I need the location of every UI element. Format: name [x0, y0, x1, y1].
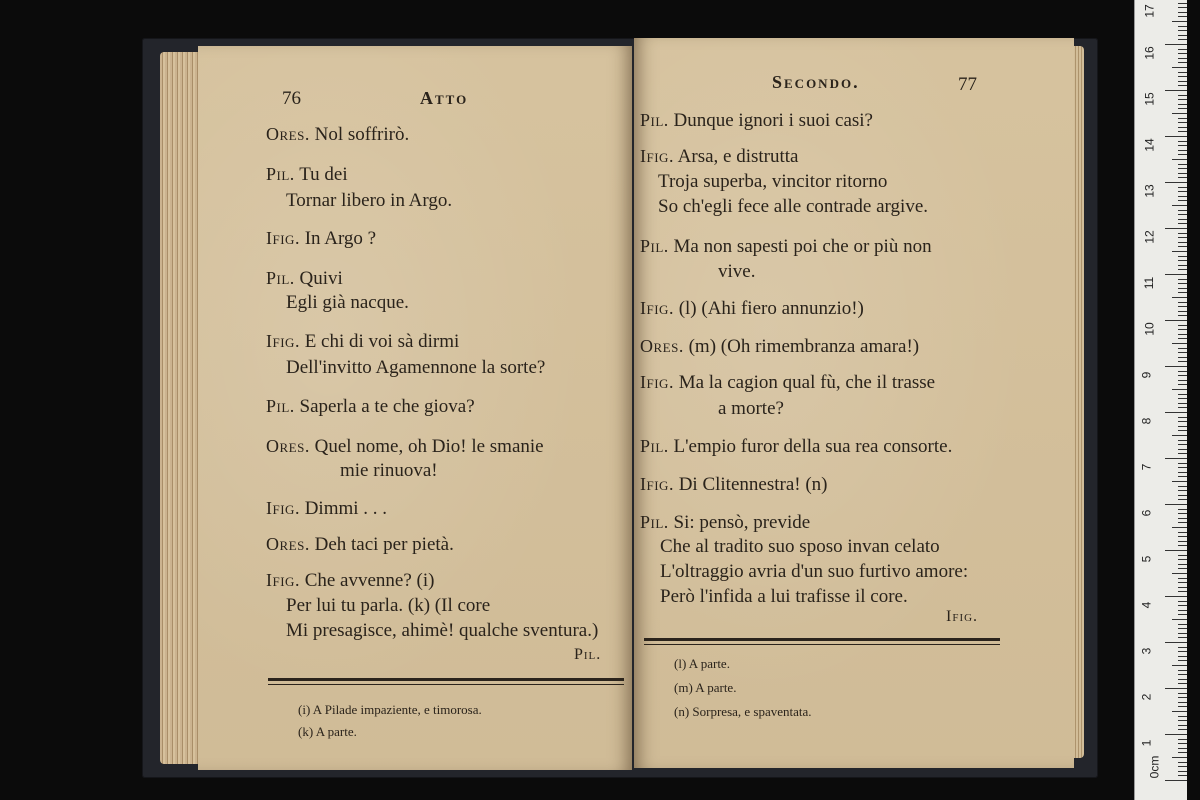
ruler-label: 11: [1142, 276, 1157, 290]
ruler-tick: [1178, 150, 1187, 151]
ruler-label: 4: [1139, 601, 1154, 609]
ruler-tick: [1178, 260, 1187, 261]
ruler-tick: [1178, 499, 1187, 500]
ruler-tick: [1178, 518, 1187, 519]
ruler-tick: [1178, 651, 1187, 652]
ruler-tick: [1178, 587, 1187, 588]
dialogue-line: [640, 146, 798, 168]
ruler-tick: [1178, 394, 1187, 395]
ruler-tick: [1178, 338, 1187, 339]
dialogue-line: [286, 357, 545, 379]
ruler-tick: [1178, 16, 1187, 17]
ruler-tick: [1178, 509, 1187, 510]
ruler-label: 12: [1142, 230, 1157, 244]
ruler-tick: [1178, 210, 1187, 211]
ruler-label: 8: [1139, 417, 1154, 425]
ruler-tick: [1178, 633, 1187, 634]
ruler-label: 15: [1142, 92, 1157, 106]
ruler-tick: [1178, 30, 1187, 31]
speaker: Ifig.: [640, 474, 674, 494]
footnote: (n) Sorpresa, e spaventata.: [674, 704, 812, 719]
ruler-tick: [1165, 504, 1187, 505]
line-text: Dunque ignori i suoi casi?: [673, 110, 873, 131]
ruler-tick: [1172, 619, 1187, 620]
ruler-tick: [1172, 665, 1187, 666]
line-text: Che al tradito suo sposo invan celato: [660, 536, 940, 557]
ruler-label: 2: [1139, 693, 1154, 701]
ruler-tick: [1178, 601, 1187, 602]
ruler-tick: [1178, 99, 1187, 100]
ruler-tick: [1178, 591, 1187, 592]
ruler-tick: [1178, 72, 1187, 73]
line-text: Quel nome, oh Dio! le smanie: [314, 436, 544, 457]
ruler-tick: [1178, 168, 1187, 169]
ruler-tick: [1178, 522, 1187, 523]
speaker: Ores.: [266, 534, 310, 554]
ruler-tick: [1178, 214, 1187, 215]
ruler-tick: [1165, 366, 1187, 367]
line-text: Quivi: [299, 268, 343, 289]
ruler-tick: [1178, 610, 1187, 611]
ruler-tick: [1178, 430, 1187, 431]
line-text: vive.: [718, 261, 756, 282]
ruler-tick: [1178, 288, 1187, 289]
ruler-tick: [1178, 706, 1187, 707]
ruler-tick: [1178, 467, 1187, 468]
ruler-tick: [1178, 145, 1187, 146]
ruler-tick: [1178, 702, 1187, 703]
speaker: Ifig.: [266, 570, 300, 590]
ruler-tick: [1165, 136, 1187, 137]
ruler-tick: [1178, 53, 1187, 54]
ruler-tick: [1178, 614, 1187, 615]
catchword: Ifig.: [946, 608, 979, 625]
footnote: (l) A parte.: [674, 656, 730, 671]
ruler-tick: [1178, 564, 1187, 565]
ruler-tick: [1178, 421, 1187, 422]
ruler-tick: [1178, 513, 1187, 514]
ruler-tick: [1178, 348, 1187, 349]
ruler-tick: [1178, 26, 1187, 27]
speaker: Pil.: [266, 396, 295, 416]
line-text: Per lui tu parla. (k) (Il core: [286, 595, 491, 616]
ruler-tick: [1178, 85, 1187, 86]
line-text: Saperla a te che giova?: [299, 396, 475, 417]
ruler-tick: [1178, 357, 1187, 358]
ruler-tick: [1178, 660, 1187, 661]
dialogue-line: [340, 460, 438, 482]
ruler-tick: [1178, 449, 1187, 450]
dialogue-line: [640, 372, 935, 394]
ruler-tick: [1178, 426, 1187, 427]
speaker: Pil.: [640, 436, 669, 456]
ruler-tick: [1178, 624, 1187, 625]
speaker: Ores.: [266, 124, 310, 144]
line-text: Egli già nacque.: [286, 292, 409, 313]
ruler-tick: [1165, 182, 1187, 183]
ruler-tick: [1178, 440, 1187, 441]
ruler-tick: [1178, 444, 1187, 445]
dialogue-line: [266, 498, 387, 520]
ruler-tick: [1165, 320, 1187, 321]
dialogue-line: [286, 292, 409, 314]
page-number: 76: [282, 88, 301, 109]
dialogue-line: [640, 236, 932, 258]
ruler-tick: [1178, 200, 1187, 201]
speaker: Ifig.: [640, 372, 674, 392]
line-text: Dimmi . . .: [304, 498, 388, 519]
ruler-tick: [1178, 242, 1187, 243]
ruler-tick: [1165, 458, 1187, 459]
ruler-label: 3: [1139, 647, 1154, 655]
dialogue-line: [286, 595, 490, 617]
ruler-tick: [1178, 3, 1187, 4]
ruler-tick: [1165, 228, 1187, 229]
ruler-tick: [1172, 297, 1187, 298]
footnote-rule-thin: [644, 644, 1000, 645]
measuring-ruler: [1134, 0, 1187, 800]
ruler-tick: [1178, 283, 1187, 284]
ruler-tick: [1178, 311, 1187, 312]
ruler-tick: [1178, 49, 1187, 50]
ruler-tick: [1172, 159, 1187, 160]
line-text: Di Clitennestra! (n): [678, 474, 828, 495]
line-text: Mi presagisce, ahimè! qualche sventura.): [286, 620, 599, 641]
line-text: Arsa, e distrutta: [677, 146, 799, 167]
ruler-tick: [1165, 550, 1187, 551]
ruler-tick: [1178, 7, 1187, 8]
speaker: Pil.: [640, 110, 669, 130]
line-text: Che avvenne? (i): [304, 570, 435, 591]
ruler-label: 6: [1139, 509, 1154, 517]
ruler-tick: [1178, 302, 1187, 303]
dialogue-line: [266, 164, 348, 186]
speaker: Ifig.: [266, 498, 300, 518]
speaker: Pil.: [640, 236, 669, 256]
ruler-tick: [1178, 568, 1187, 569]
ruler-tick: [1172, 67, 1187, 68]
ruler-tick: [1178, 463, 1187, 464]
dialogue-line: [286, 620, 598, 642]
ruler-tick: [1172, 711, 1187, 712]
ruler-tick: [1178, 541, 1187, 542]
ruler-tick: [1165, 274, 1187, 275]
ruler-tick: [1178, 697, 1187, 698]
dialogue-line: [266, 570, 434, 592]
ruler-tick: [1178, 683, 1187, 684]
ruler-tick: [1178, 398, 1187, 399]
ruler-tick: [1178, 81, 1187, 82]
ruler-tick: [1165, 734, 1187, 735]
ruler-tick: [1178, 679, 1187, 680]
ruler-tick: [1178, 196, 1187, 197]
ruler-tick: [1178, 371, 1187, 372]
footnote: (i) A Pilade impaziente, e timorosa.: [298, 702, 482, 717]
ruler-tick: [1178, 578, 1187, 579]
left-page: [198, 46, 632, 770]
line-text: Nol soffrirò.: [314, 124, 410, 145]
ruler-tick: [1178, 656, 1187, 657]
ruler-tick: [1178, 752, 1187, 753]
line-text: mie rinuova!: [340, 460, 438, 481]
ruler-tick: [1178, 223, 1187, 224]
ruler-label: 7: [1139, 463, 1154, 471]
line-text: Ma la cagion qual fù, che il trasse: [678, 372, 936, 393]
ruler-tick: [1178, 417, 1187, 418]
ruler-label: 16: [1142, 46, 1157, 60]
ruler-tick: [1178, 403, 1187, 404]
catchword: Pil.: [574, 646, 602, 663]
ruler-tick: [1178, 187, 1187, 188]
dialogue-line: [640, 336, 919, 358]
line-text: Deh taci per pietà.: [314, 534, 454, 555]
dialogue-line: [640, 110, 873, 132]
ruler-tick: [1178, 716, 1187, 717]
ruler-tick: [1178, 122, 1187, 123]
footnote-rule: [268, 678, 624, 681]
footnote-rule-thin: [268, 684, 624, 685]
speaker: Ores.: [640, 336, 684, 356]
ruler-tick: [1172, 205, 1187, 206]
ruler-label: 1: [1139, 739, 1154, 747]
ruler-tick: [1178, 154, 1187, 155]
speaker: Ifig.: [266, 331, 300, 351]
ruler-tick: [1178, 118, 1187, 119]
ruler-tick: [1178, 108, 1187, 109]
dialogue-line: [640, 512, 810, 534]
line-text: Tu dei: [299, 164, 348, 185]
dialogue-line: [640, 436, 952, 458]
page-number: 77: [958, 74, 977, 95]
ruler-tick: [1178, 670, 1187, 671]
line-text: Però l'infida a lui trafisse il core.: [660, 586, 908, 607]
ruler-tick: [1178, 141, 1187, 142]
ruler-tick: [1178, 237, 1187, 238]
speaker: Pil.: [266, 164, 295, 184]
dialogue-line: [266, 331, 459, 353]
ruler-tick: [1178, 739, 1187, 740]
dialogue-line: [266, 268, 343, 290]
ruler-tick: [1178, 775, 1187, 776]
ruler-tick: [1178, 486, 1187, 487]
ruler-tick: [1178, 39, 1187, 40]
dialogue-line: [266, 436, 544, 458]
line-text: Si: pensò, previde: [673, 512, 811, 533]
ruler-tick: [1165, 688, 1187, 689]
ruler-tick: [1178, 246, 1187, 247]
ruler-tick: [1178, 748, 1187, 749]
ruler-tick: [1178, 495, 1187, 496]
ruler-tick: [1172, 389, 1187, 390]
ruler-tick: [1178, 453, 1187, 454]
dialogue-line: [660, 536, 940, 558]
ruler-label: 14: [1142, 138, 1157, 152]
dialogue-line: [718, 398, 784, 420]
line-text: Ma non sapesti poi che or più non: [673, 236, 932, 257]
line-text: In Argo ?: [304, 228, 377, 249]
line-text: L'empio furor della sua rea consorte.: [673, 436, 953, 457]
ruler-tick: [1178, 269, 1187, 270]
dialogue-line: [286, 190, 452, 212]
line-text: Troja superba, vincitor ritorno: [658, 171, 888, 192]
line-text: So ch'egli fece alle contrade argive.: [658, 196, 928, 217]
ruler-tick: [1178, 233, 1187, 234]
ruler-tick: [1178, 476, 1187, 477]
speaker: Ifig.: [266, 228, 300, 248]
ruler-tick: [1178, 219, 1187, 220]
speaker: Ores.: [266, 436, 310, 456]
ruler-tick: [1172, 343, 1187, 344]
ruler-tick: [1178, 729, 1187, 730]
ruler-tick: [1178, 725, 1187, 726]
ruler-tick: [1178, 191, 1187, 192]
ruler-tick: [1178, 472, 1187, 473]
ruler-tick: [1178, 164, 1187, 165]
ruler-tick: [1178, 352, 1187, 353]
ruler-tick: [1178, 555, 1187, 556]
dialogue-line: [658, 171, 887, 193]
running-head: Secondo.: [772, 72, 860, 92]
ruler-tick: [1178, 545, 1187, 546]
ruler-tick: [1178, 536, 1187, 537]
ruler-tick: [1178, 306, 1187, 307]
ruler-tick: [1178, 329, 1187, 330]
ruler-label: 10: [1142, 322, 1157, 336]
ruler-tick: [1178, 407, 1187, 408]
ruler-tick: [1178, 292, 1187, 293]
ruler-tick: [1178, 76, 1187, 77]
ruler-tick: [1178, 766, 1187, 767]
ruler-tick: [1165, 44, 1187, 45]
ruler-tick: [1165, 780, 1187, 781]
line-text: a morte?: [718, 398, 784, 419]
line-text: (l) (Ahi fiero annunzio!): [678, 298, 864, 319]
ruler-tick: [1178, 35, 1187, 36]
ruler-tick: [1178, 490, 1187, 491]
ruler-tick: [1165, 642, 1187, 643]
ruler-tick: [1178, 674, 1187, 675]
dialogue-line: [660, 561, 968, 583]
ruler-tick: [1172, 113, 1187, 114]
dialogue-line: [266, 534, 454, 556]
ruler-tick: [1178, 693, 1187, 694]
ruler-tick: [1178, 605, 1187, 606]
dialogue-line: [718, 261, 755, 283]
ruler-tick: [1172, 757, 1187, 758]
ruler-tick: [1172, 435, 1187, 436]
ruler-tick: [1172, 481, 1187, 482]
ruler-tick: [1172, 251, 1187, 252]
speaker: Pil.: [640, 512, 669, 532]
ruler-tick: [1178, 628, 1187, 629]
dialogue-line: [266, 396, 475, 418]
ruler-tick: [1178, 375, 1187, 376]
ruler-tick: [1178, 325, 1187, 326]
ruler-tick: [1178, 559, 1187, 560]
ruler-tick: [1178, 12, 1187, 13]
line-text: L'oltraggio avria d'un suo furtivo amore:: [660, 561, 969, 582]
ruler-tick: [1165, 90, 1187, 91]
ruler-tick: [1172, 527, 1187, 528]
ruler-tick: [1178, 279, 1187, 280]
ruler-tick: [1165, 596, 1187, 597]
speaker: Ifig.: [640, 298, 674, 318]
ruler-label: 17: [1142, 4, 1157, 18]
footnote: (k) A parte.: [298, 724, 357, 739]
ruler-tick: [1178, 58, 1187, 59]
ruler-tick: [1178, 104, 1187, 105]
ruler-tick: [1178, 334, 1187, 335]
ruler-tick: [1178, 315, 1187, 316]
ruler-tick: [1178, 127, 1187, 128]
line-text: E chi di voi sà dirmi: [304, 331, 460, 352]
ruler-tick: [1178, 720, 1187, 721]
ruler-tick: [1178, 131, 1187, 132]
ruler-tick: [1178, 743, 1187, 744]
ruler-tick: [1165, 412, 1187, 413]
line-text: Dell'invitto Agamennone la sorte?: [286, 357, 546, 378]
footnote: (m) A parte.: [674, 680, 737, 695]
dialogue-line: [660, 586, 908, 608]
ruler-label: 9: [1139, 371, 1154, 379]
ruler-tick: [1178, 177, 1187, 178]
dialogue-line: [266, 124, 409, 146]
ruler-tick: [1178, 173, 1187, 174]
ruler-tick: [1178, 384, 1187, 385]
dialogue-line: [658, 196, 928, 218]
ruler-tick: [1178, 62, 1187, 63]
ruler-tick: [1172, 21, 1187, 22]
dialogue-line: [266, 228, 376, 250]
ruler-tick: [1178, 361, 1187, 362]
ruler-tick: [1178, 256, 1187, 257]
running-head: Atto: [420, 88, 469, 108]
ruler-tick: [1178, 582, 1187, 583]
ruler-tick: [1178, 265, 1187, 266]
speaker: Ifig.: [640, 146, 674, 166]
ruler-label: 0cm: [1147, 755, 1162, 779]
dialogue-line: [640, 474, 828, 496]
speaker: Pil.: [266, 268, 295, 288]
dialogue-line: [640, 298, 864, 320]
ruler-tick: [1178, 637, 1187, 638]
ruler-tick: [1178, 647, 1187, 648]
ruler-tick: [1178, 771, 1187, 772]
footnote-rule: [644, 638, 1000, 641]
line-text: Tornar libero in Argo.: [286, 190, 453, 211]
ruler-label: 5: [1139, 555, 1154, 563]
ruler-tick: [1178, 762, 1187, 763]
line-text: (m) (Oh rimembranza amara!): [688, 336, 920, 357]
ruler-tick: [1178, 380, 1187, 381]
ruler-tick: [1172, 573, 1187, 574]
ruler-label: 13: [1142, 184, 1157, 198]
ruler-tick: [1178, 95, 1187, 96]
right-page: [634, 38, 1074, 768]
ruler-tick: [1178, 532, 1187, 533]
